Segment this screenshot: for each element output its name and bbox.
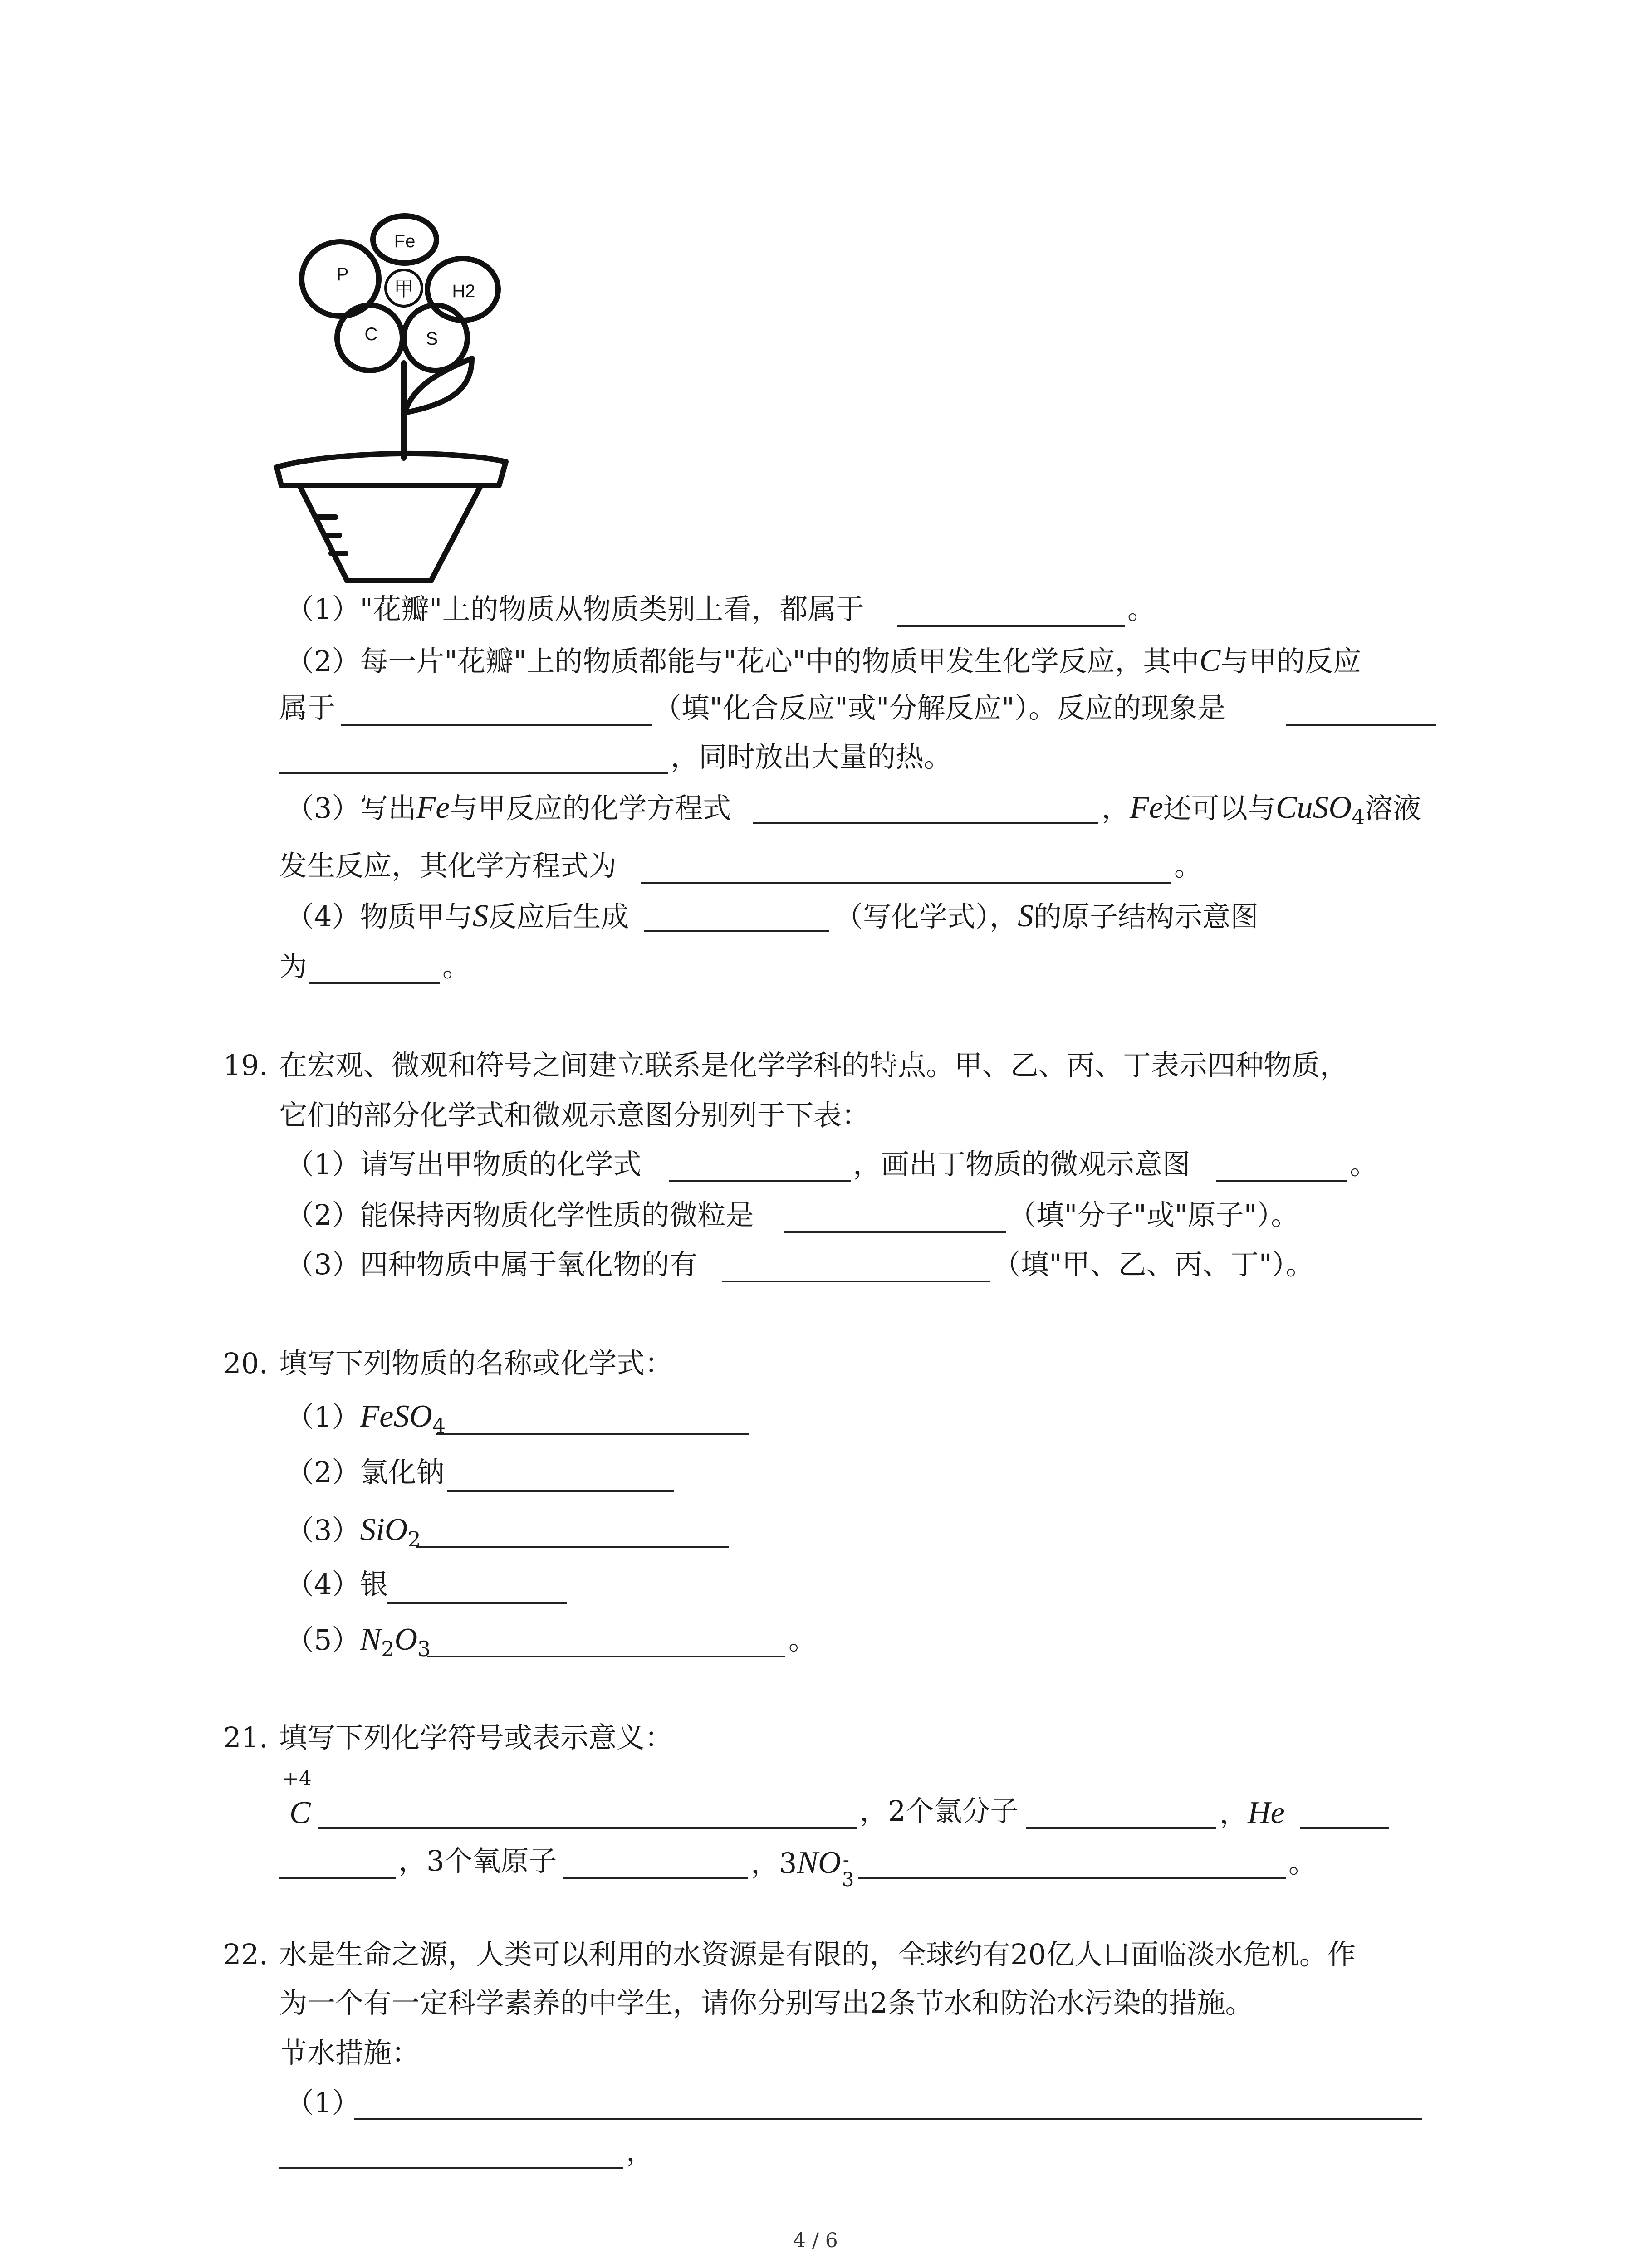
q20-item3: （3）SiO$_2$: [286, 1512, 421, 1551]
q20-item1-blank[interactable]: [436, 1433, 749, 1435]
q18-part2-line2-b: （填"化合反应"或"分解反应"）。反应的现象是: [653, 691, 1226, 724]
q18-part4-diagram-blank[interactable]: [309, 982, 440, 984]
q19-part3-a: （3）四种物质中属于氧化物的有: [286, 1248, 698, 1281]
q20-item3-blank[interactable]: [416, 1546, 729, 1548]
q21-he-blank-cont[interactable]: [279, 1877, 396, 1879]
q21-carbon-symbol: C: [289, 1795, 311, 1830]
q19-part1-diagram-blank[interactable]: [1216, 1180, 1347, 1182]
q22-stem-line1: 水是生命之源，人类可以利用的水资源是有限的，全球约有20亿人口面临淡水危机。作: [279, 1938, 1356, 1971]
q19-part3-blank[interactable]: [722, 1281, 990, 1282]
q18-part2-reaction-type-blank[interactable]: [341, 724, 652, 726]
q19-stem-line1: 在宏观、微观和符号之间建立联系是化学学科的特点。甲、乙、丙、丁表示四种物质，: [279, 1049, 1348, 1082]
q18-part3-line1-b: ，Fe还可以与CuSO$_4$溶液: [1102, 790, 1421, 829]
q21-oxygen-blank[interactable]: [563, 1877, 748, 1879]
q20-item1: （1）FeSO$_4$: [286, 1399, 446, 1438]
q18-part2-line1: （2）每一片"花瓣"上的物质都能与"花心"中的物质甲发生化学反应，其中C与甲的反应: [286, 643, 1362, 678]
q21-title: 填写下列化学符号或表示意义：: [279, 1721, 673, 1754]
petal-label-s: S: [426, 329, 438, 349]
q22-water-saving-heading: 节水措施：: [279, 2036, 420, 2069]
q22-item1-end: ，: [626, 2135, 655, 2168]
q20-title: 填写下列物质的名称或化学式：: [279, 1347, 673, 1380]
q18-part4-line1-a: （4）物质甲与S反应后生成: [286, 899, 629, 934]
q21-valence-meaning-blank[interactable]: [318, 1827, 857, 1829]
q18-part1-end: 。: [1127, 592, 1156, 626]
q18-part3-equation-blank-2[interactable]: [641, 882, 1171, 884]
q18-part4-formula-blank[interactable]: [644, 930, 829, 932]
q20-number: 20.: [223, 1347, 268, 1380]
q20-item4: （4）银: [286, 1568, 388, 1601]
q20-item5: $(5)N_2O_3$: [286, 1622, 431, 1661]
q21-nitrate-blank[interactable]: [858, 1877, 1286, 1879]
q19-stem-line2: 它们的部分化学式和微观示意图分别列于下表：: [279, 1099, 870, 1132]
q21-number: 21.: [223, 1721, 268, 1754]
q21-he-label: ，He: [1220, 1795, 1285, 1830]
q19-part1-formula-blank[interactable]: [669, 1180, 851, 1182]
q19-part2-b: （填"分子"或"原子"）。: [1008, 1198, 1299, 1232]
q20-item4-blank[interactable]: [387, 1602, 567, 1604]
q22-number: 22.: [223, 1938, 268, 1971]
q20-item2-blank[interactable]: [447, 1490, 674, 1492]
q19-part2-a: （2）能保持丙物质化学性质的微粒是: [286, 1198, 754, 1232]
q21-chlorine-blank[interactable]: [1026, 1827, 1216, 1829]
q21-oxygen-label: ，3个氧原子: [398, 1844, 557, 1877]
petal-label-p: P: [336, 264, 349, 284]
q18-part2-line2-a: 属于: [279, 691, 336, 724]
q22-stem-line2: 为一个有一定科学素养的中学生，请你分别写出2条节水和防治水污染的措施。: [279, 1986, 1254, 2019]
petal-label-c: C: [364, 324, 378, 344]
petal-label-h2: H2: [452, 281, 475, 301]
q18-part1: （1）"花瓣"上的物质从物质类别上看，都属于: [286, 592, 864, 626]
q18-part3-line2-a: 发生反应，其化学方程式为: [279, 849, 617, 882]
q19-number: 19.: [223, 1049, 268, 1082]
q21-chlorine-label: ，2个氯分子: [860, 1794, 1019, 1828]
q19-part1-end: 。: [1350, 1148, 1378, 1181]
q18-part4-line2-end: 。: [442, 950, 471, 983]
q20-item5-end: 。: [789, 1623, 817, 1656]
q22-item1-label: （1）: [286, 2086, 360, 2119]
q18-part2-line3-end: ，同时放出大量的热。: [671, 740, 952, 773]
q22-item1-blank-cont[interactable]: [279, 2167, 623, 2169]
q19-part2-blank[interactable]: [784, 1231, 1006, 1233]
q18-part2-phenomenon-blank-cont[interactable]: [279, 772, 668, 774]
q18-part4-line1-b: （写化学式），S的原子结构示意图: [835, 899, 1259, 934]
q19-part3-b: （填"甲、乙、丙、丁"）。: [993, 1248, 1314, 1281]
q18-part3-line2-end: 。: [1174, 849, 1203, 882]
q21-nitrate-label: ，3NO - 3: [751, 1845, 854, 1891]
q21-he-blank[interactable]: [1300, 1827, 1389, 1829]
q18-part3-equation-blank-1[interactable]: [753, 822, 1098, 824]
q20-item5-blank[interactable]: [427, 1656, 785, 1657]
q19-part1-a: （1）请写出甲物质的化学式: [286, 1148, 642, 1181]
q18-part1-answer-blank[interactable]: [897, 625, 1125, 627]
q20-item2: （2）氯化钠: [286, 1456, 445, 1489]
q19-part1-b: ，画出丁物质的微观示意图: [853, 1148, 1191, 1181]
q18-part4-line2-a: 为: [279, 950, 308, 983]
q21-valence-label: +4: [282, 1767, 312, 1790]
petal-label-fe: Fe: [394, 231, 416, 251]
q18-part3-line1-a: （3）写出Fe与甲反应的化学方程式: [286, 790, 731, 825]
flower-center-label: 甲: [394, 278, 414, 301]
q21-line2-end: 。: [1288, 1846, 1317, 1879]
q22-item1-blank[interactable]: [354, 2118, 1422, 2120]
flower-pot-figure: [268, 213, 522, 590]
q18-part2-phenomenon-blank[interactable]: [1286, 724, 1436, 726]
page-number: 4 / 6: [793, 2229, 838, 2252]
